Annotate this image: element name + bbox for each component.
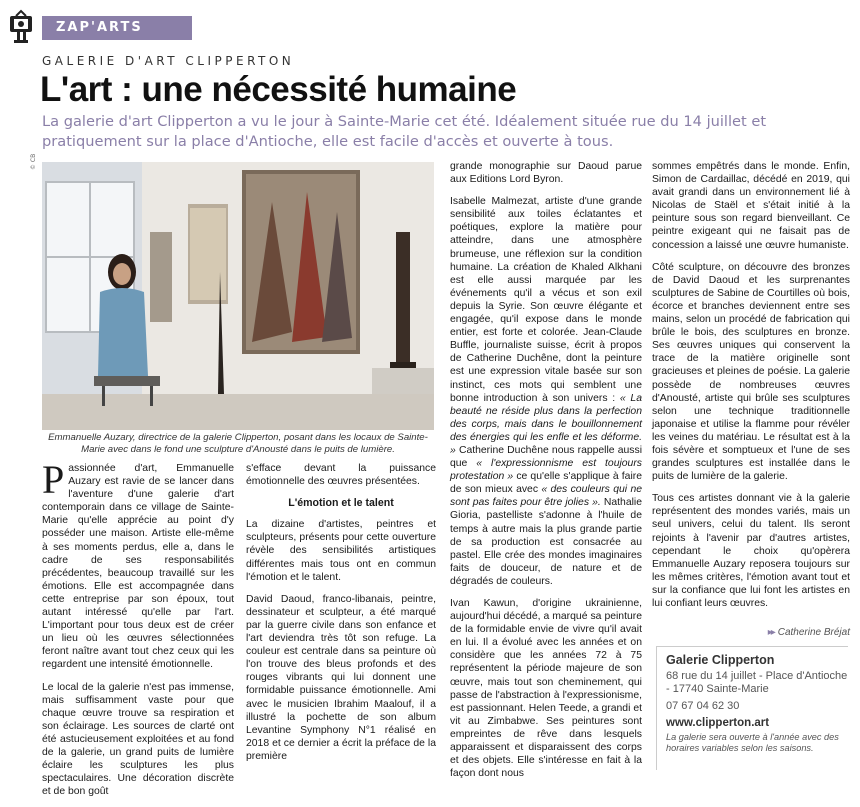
- article-column-4: [652, 160, 850, 619]
- gallery-phone: 07 67 04 62 30: [666, 700, 740, 712]
- gallery-name: Galerie Clipperton: [666, 653, 775, 667]
- author-name: Catherine Bréjat: [777, 627, 850, 638]
- drop-cap: P: [42, 457, 65, 502]
- article-column-2: [246, 462, 436, 772]
- paragraph: assionnée d'art, Emmanuelle Auzary est ravie de se lancer dans l'aventure d'une galerie d'art contemporain dans ce village de Sainte-Marie qu'elle apprécie au point d'y posséder une maison. Artiste elle-même à ses moments perdus, elle a, dans le cadre de ses responsabilités précédentes, beaucoup travaillé sur les émotions. Elle est accompagnée dans cette entreprise par son époux, tout autant intéressé qu'elle par l'art. L'important pour tous deux est de créer un lieu où les œuvres sélectionnées feront naître avant tout chez ceux qui les regardent une intensité émotionnelle.: [42, 463, 234, 671]
- paragraph: Ivan Kawun, d'origine ukrainienne, aujourd'hui décédé, a marqué sa peinture de la formidable envie de vivre qu'il avait en lui. Il a évolué avec les années et on considère que les années 72 à 75 représentent la période majeure de son œuvre, mais tout son cheminement, qui passe de l'abstraction à l'expressionisme, est passionnant. Helen Teede, a grandi et vit au Zimbabwe. Ses peintures sont empreintes de rêve dans lesquels apparaissent et disparaissent des corps et des objets. Elle s'intéresse en fait à la façon dont nous: [450, 598, 642, 780]
- photo-caption: Emmanuelle Auzary, directrice de la galerie Clipperton, posant dans les locaux de Sainte-Marie avec dans le fond une sculpture d'Anousté dans le puits de lumière.: [48, 432, 428, 455]
- paragraph: Isabelle Malmezat, artiste d'une grande sensibilité aux toiles éclatantes et poétiques, explore la matière pour atteindre, dans une atmosphère brumeuse, une réflexion sur la condition humaine. La création de Khaled Alkhani est elle aussi marquée par les événements qu'il a vécus et son exil depuis la Syrie. Son œuvre élégante et engagée, qu'il expose dans le monde entier, est forte et colorée. Jean-Claude Buffle, journaliste suisse, écrit à propos de Catherine Duchêne, dont la peinture est une expression vitale basée sur son instinct, ces mots qui semblent une bonne introduction à son univers : « La beauté ne réside plus dans la perfection des corps, mais dans le bouillonnement des énergies qui les enfle et les déforme. » Catherine Duchêne nous rappelle aussi que « l'expressionnisme est toujours protestation » ce qu'elle s'applique à faire de son mieux avec « des couleurs qui ne sont pas faites pour être jolies ». Nathalie Gioria, pastelliste s'adonne à l'huile de temps à autre mais la plus grande partie de sa production est consacrée au pastel. Elle crée des mondes imaginaires faits de douceur, de nature et de dégradés de couleurs.: [450, 196, 642, 587]
- zapping-figure-icon: [8, 10, 36, 44]
- paragraph: grande monographie sur Daoud parue aux Editions Lord Byron.: [450, 161, 642, 186]
- author-byline: [652, 627, 850, 638]
- gallery-website[interactable]: www.clipperton.art: [666, 717, 770, 729]
- headline: L'art : une nécessité humaine: [40, 70, 517, 109]
- paragraph: Le local de la galerie n'est pas immense, mais suffisamment vaste pour que chaque œuvre trouve sa respiration et son éclairage. Les sources de clarté ont été astucieusement exploitées et au fond de la galerie, un grand puits de lumière éclaire les sculptures les plus spectaculaires. Une décoration discrète et de bon goût: [42, 681, 234, 798]
- paragraph: sommes empêtrés dans le monde. Enfin, Simon de Cardaillac, décédé en 2019, qui avait grandi dans un environnement lié à Nicolas de Staël et s'était initié à la peinture sous son regard bienveillant. Ce peintre exigeant qui ne faisait pas de concession a laissé une œuvre humaniste.: [652, 161, 850, 251]
- byline-arrows-icon: ▸▸: [767, 627, 774, 638]
- paragraph: David Daoud, franco-libanais, peintre, dessinateur et sculpteur, a été marqué par la guerre civile dans son enfance et l'art deviendra très tôt son refuge. La couleur est centrale dans sa peinture où l'on trouve des bleus profonds et des rouges vibrants qui lui donnent une formidable puissance émotionnelle. Ami avec le musicien Ibrahim Maalouf, il a illustré la pochette de son album Levantine Symphony N°1 réalisé en 2018 et ce dernier a écrit la préface de la première: [246, 593, 436, 762]
- article-column-3: [450, 160, 642, 789]
- gallery-address: 68 rue du 14 juillet - Place d'Antioche - 17740 Sainte-Marie: [666, 670, 848, 695]
- photo-credit: © CB: [30, 153, 37, 170]
- paragraph: La dizaine d'artistes, peintres et sculpteurs, présents pour cette ouverture révèle des sensibilités artistiques différentes mais tous ont en commun l'émotion et le talent.: [246, 519, 436, 583]
- gallery-photo: [42, 162, 434, 430]
- subheading: L'émotion et le talent: [288, 497, 394, 510]
- quote: « des couleurs qui ne sont pas faites pour être jolies ».: [450, 484, 642, 509]
- section-tag: ZAP'ARTS: [42, 16, 192, 40]
- quote: « La beauté ne réside plus dans la perfection des corps, mais dans le bouillonnement des énergies qui les enfle et les déforme. »: [450, 392, 642, 456]
- paragraph: Côté sculpture, on découvre des bronzes de David Daoud et les surprenantes sculptures de Sabine de Courtilles où bois, écorce et branches deviennent entre ses mains, selon un procédé de fabrication qui brûle le bois, des sculptures en bronze. Ses œuvres uniques qui conservent la trace de la matière originelle sont gracieuses et pleines de poésie. La galerie possède de nombreuses œuvres d'Anousté, artiste qui brûle ses sculptures selon une technique traditionnelle japonaise et utilise la flamme pour révéler les veines du matériau. Le résultat est à la fois sévère et somptueux et l'une de ses grandes sculptures est installée dans le puits de lumière de la galerie.: [652, 261, 850, 483]
- paragraph: Tous ces artistes donnant vie à la galerie représentent des mondes variés, mais un seul univers, celui du talent. Ils seront rejoints à l'avenir par d'autres artistes, cependant le choix qu'opèrera Emmanuelle Auzary reposera toujours sur les mêmes critères, l'émotion avant tout et sur la confiance que lui font les artistes en lui confiant leurs œuvres.: [652, 493, 850, 609]
- standfirst: La galerie d'art Clipperton a vu le jour à Sainte-Marie cet été. Idéalement située rue du 14 juillet et pratiquement sur la place d'Antioche, elle est facile d'accès et ouverte à tous.: [42, 113, 767, 150]
- article-column-1: [42, 457, 234, 807]
- gallery-info-box: [656, 646, 848, 770]
- quote: « l'expressionnisme est toujours protestation »: [450, 458, 642, 483]
- opening-note: La galerie sera ouverte à l'année avec des horaires variables selon les saisons.: [666, 732, 839, 753]
- paragraph: s'efface devant la puissance émotionnelle des œuvres présentées.: [246, 463, 436, 488]
- kicker: GALERIE D'ART CLIPPERTON: [42, 54, 295, 68]
